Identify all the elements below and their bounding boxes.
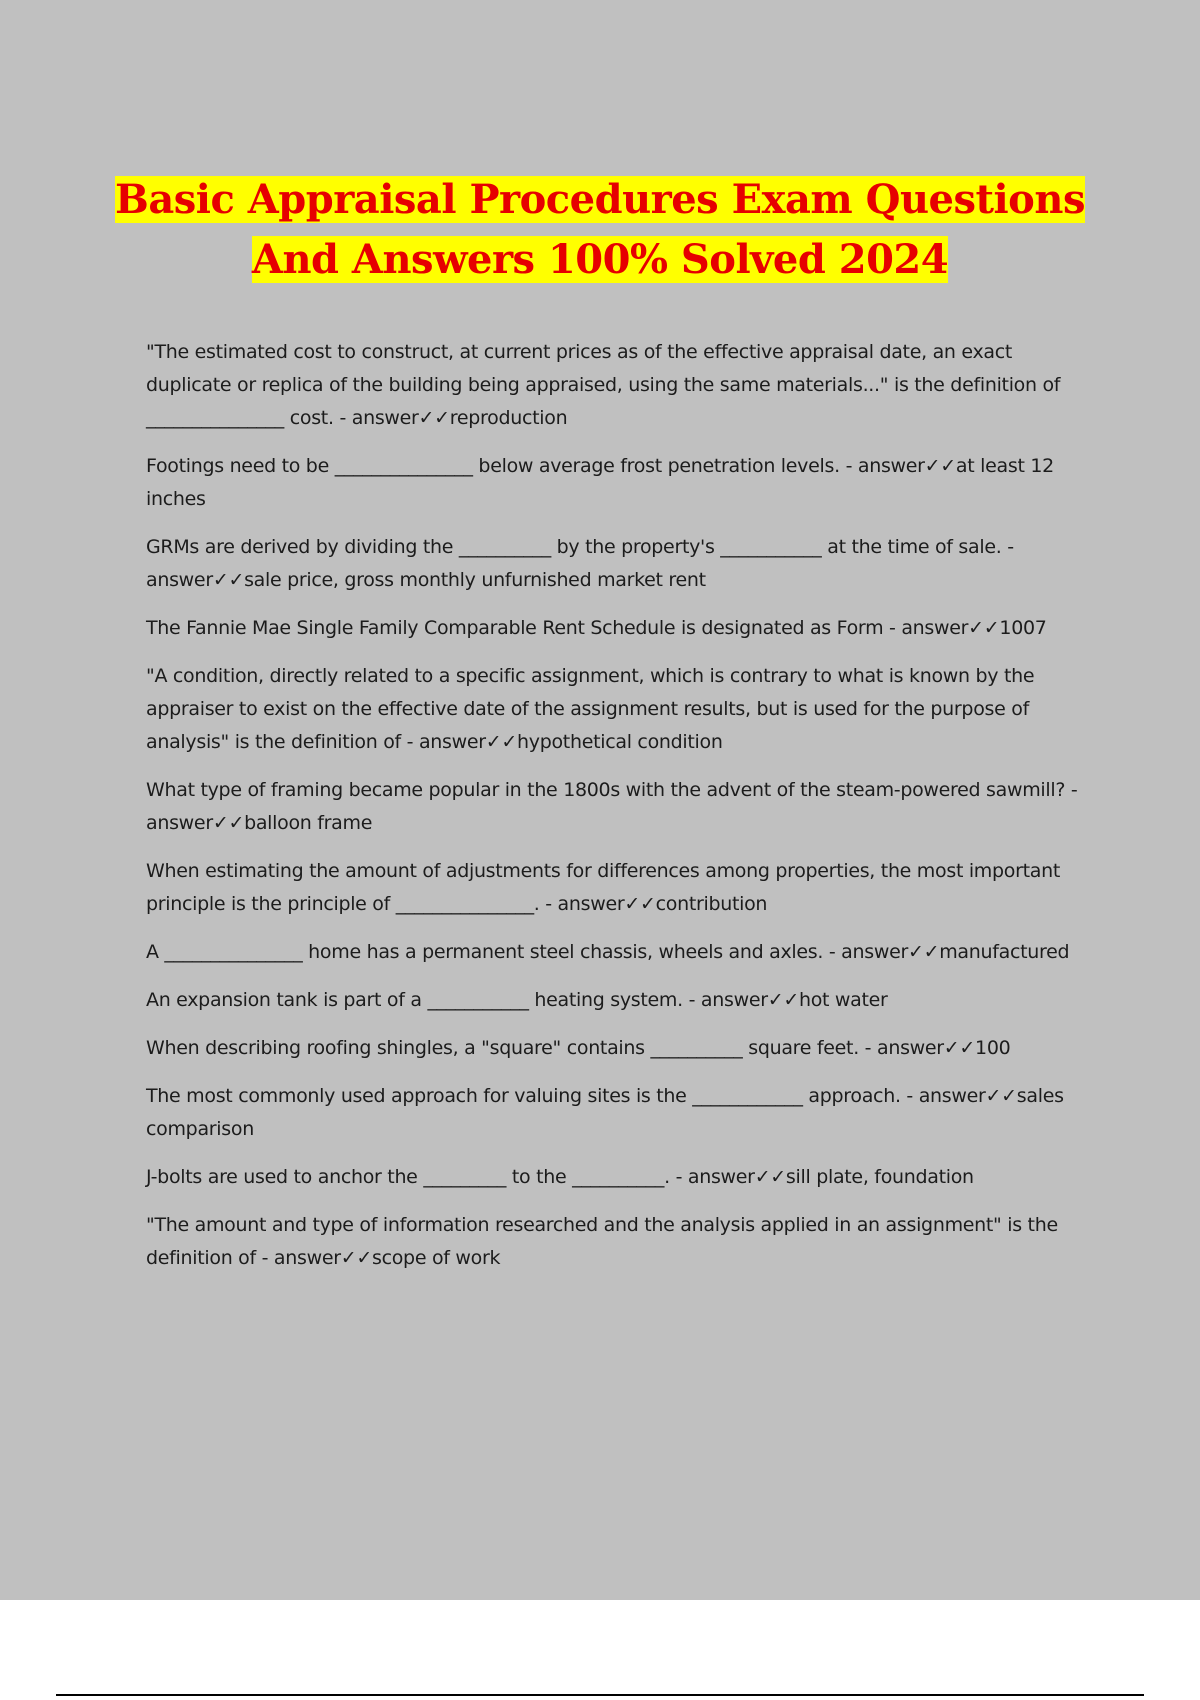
qa-item: J-bolts are used to anchor the _________ to the __________. - answer✓✓sill plate, foundation (146, 1166, 974, 1188)
qa-item: GRMs are derived by dividing the __________ by the property's ___________ at the time of sale. - answer✓✓sale price, gross monthly unfurnished market rent (146, 536, 1020, 591)
qa-item: When describing roofing shingles, a "square" contains __________ square feet. - answer✓✓100 (146, 1037, 1011, 1059)
qa-item: Footings need to be _______________ below average frost penetration levels. - answer✓✓at least 12 inches (146, 455, 1060, 510)
title-line-2: And Answers 100% Solved 2024 (251, 236, 949, 283)
document-title (0, 170, 1200, 290)
question-answer-list (146, 336, 1086, 1290)
qa-item: The most commonly used approach for valuing sites is the ____________ approach. - answer✓✓sales comparison (146, 1085, 1070, 1140)
qa-item: The Fannie Mae Single Family Comparable Rent Schedule is designated as Form - answer✓✓1007 (146, 617, 1047, 639)
qa-item: An expansion tank is part of a ___________ heating system. - answer✓✓hot water (146, 989, 888, 1011)
footer-rule (56, 1694, 1144, 1696)
qa-item: What type of framing became popular in the 1800s with the advent of the steam-powered sawmill? - answer✓✓balloon frame (146, 779, 1084, 834)
qa-item: A _______________ home has a permanent steel chassis, wheels and axles. - answer✓✓manufactured (146, 941, 1070, 963)
qa-item: "The amount and type of information researched and the analysis applied in an assignment" is the definition of - answer✓✓scope of work (146, 1214, 1064, 1269)
qa-item: "A condition, directly related to a specific assignment, which is contrary to what is known by the appraiser to exist on the effective date of the assignment results, but is used for the purpose of analysis" is the definition of - answer✓✓hypothetical condition (146, 665, 1040, 753)
qa-item: "The estimated cost to construct, at current prices as of the effective appraisal date, an exact duplicate or replica of the building being appraised, using the same materials..." is the definition of _______________ cost. - answer✓✓reproduction (146, 341, 1066, 429)
qa-item: When estimating the amount of adjustments for differences among properties, the most important principle is the principle of _______________. - answer✓✓contribution (146, 860, 1066, 915)
title-line-1: Basic Appraisal Procedures Exam Questions (115, 176, 1085, 223)
